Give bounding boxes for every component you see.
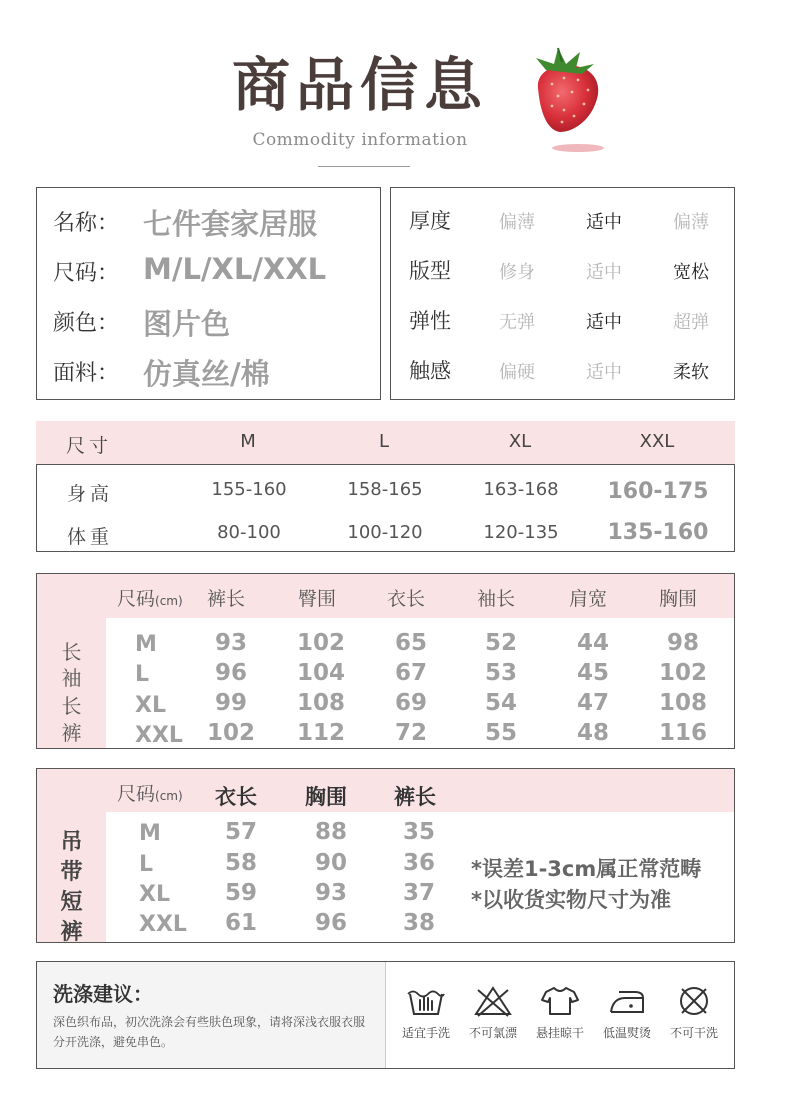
low-iron-icon: [607, 984, 647, 1018]
info-row-color: [37, 296, 380, 346]
short-measure-cell: 61: [224, 910, 257, 936]
long-measure-cell: 52: [484, 630, 517, 656]
long-category-char: 长: [61, 694, 82, 718]
long-size-label: [117, 584, 183, 611]
short-set-measure-table: [36, 768, 735, 943]
long-measure-cell: 69: [394, 690, 427, 716]
long-measure-cell: 45: [576, 660, 609, 686]
no-dry-clean-icon: [674, 984, 714, 1018]
feel-option-selected: 柔软: [673, 362, 709, 383]
short-size-xl: XL: [139, 882, 170, 907]
care-item-low-iron: [594, 984, 660, 1041]
unit-text: (cm): [155, 594, 183, 608]
size-row-label-weight: 体重: [66, 526, 113, 548]
long-measure-cell: 112: [296, 720, 345, 746]
feel-row-fit: [391, 246, 734, 296]
care-label: 适宜手洗: [401, 1026, 450, 1040]
info-value: 图片色: [143, 307, 231, 341]
feel-option: 无弹: [499, 312, 535, 333]
info-value: M/L/XL/XXL: [143, 252, 327, 286]
size-table-header: [36, 421, 735, 464]
care-item-no-dry-clean: [661, 984, 727, 1041]
info-value: 七件套家居服: [143, 207, 318, 241]
long-measure-cell: 55: [484, 720, 517, 746]
info-value: 仿真丝/棉: [143, 357, 270, 391]
care-item-hang-dry: [527, 984, 593, 1041]
strawberry-icon: [518, 40, 618, 160]
info-row-size: [37, 246, 380, 296]
title-divider: [318, 166, 410, 167]
feel-row-elasticity: [391, 296, 734, 346]
long-measure-cell: 65: [394, 630, 427, 656]
info-row-name: [37, 196, 380, 246]
long-col-top-length: 衣长: [387, 588, 426, 610]
long-size-xxl: XXL: [135, 723, 183, 748]
short-col-chest: 胸围: [305, 785, 347, 809]
hand-wash-icon: [406, 984, 446, 1018]
short-size-m: M: [139, 821, 161, 846]
long-measure-cell: 102: [206, 720, 255, 746]
short-measure-cell: 90: [314, 850, 347, 876]
size-col-m: M: [240, 431, 256, 452]
feel-key: 版型: [409, 259, 451, 283]
feel-option: 偏薄: [499, 212, 535, 233]
page-subtitle: Commodity information: [252, 130, 468, 150]
short-measure-cell: 37: [402, 880, 435, 906]
long-category-char: 袖: [61, 666, 82, 690]
feel-row-thickness: [391, 196, 734, 246]
short-measure-cell: 93: [314, 880, 347, 906]
long-col-shoulder: 肩宽: [569, 588, 608, 610]
feel-option: 修身: [499, 262, 535, 283]
care-label: 低温熨烫: [602, 1026, 651, 1040]
long-measure-cell: 102: [658, 660, 707, 686]
product-feel-box: [390, 187, 735, 400]
size-row-label-height: 身高: [66, 483, 113, 505]
feel-key: 厚度: [409, 209, 451, 233]
size-cell: 160-175: [607, 479, 709, 504]
feel-option: 偏薄: [673, 212, 709, 233]
short-category-char: 短: [60, 890, 83, 915]
long-col-sleeve: 袖长: [477, 588, 516, 610]
long-col-pants-length: 裤长: [207, 588, 246, 610]
feel-option: 偏硬: [499, 362, 535, 383]
short-col-top-length: 衣长: [215, 785, 257, 809]
feel-key: 触感: [409, 359, 451, 383]
short-measure-cell: 96: [314, 910, 347, 936]
care-item-no-bleach: [460, 984, 526, 1041]
care-label: 不可干洗: [669, 1026, 718, 1040]
feel-option-selected: 宽松: [673, 262, 709, 283]
short-col-shorts-length: 裤长: [394, 785, 436, 809]
care-title: 洗涤建议：: [53, 982, 153, 1006]
size-cell: 80-100: [217, 522, 281, 543]
size-label-text: 尺码: [117, 588, 156, 610]
care-label: 不可氯漂: [468, 1026, 517, 1040]
short-measure-cell: 35: [402, 819, 435, 845]
tolerance-note: *误差1-3cm属正常范畴: [471, 857, 702, 881]
long-measure-cell: 54: [484, 690, 517, 716]
size-cell: 120-135: [483, 522, 559, 543]
size-table-body: [36, 464, 735, 552]
long-measure-cell: 108: [296, 690, 345, 716]
long-measure-cell: 104: [296, 660, 345, 686]
actual-size-note: *以收货实物尺寸为准: [471, 888, 671, 912]
feel-row-touch: [391, 346, 734, 396]
short-size-xxl: XXL: [139, 912, 187, 937]
feel-key: 弹性: [409, 309, 451, 333]
feel-option-selected: 适中: [586, 312, 622, 333]
short-measure-cell: 59: [224, 880, 257, 906]
short-measure-cell: 36: [402, 850, 435, 876]
care-advice-panel: [37, 962, 386, 1068]
info-key: 颜色：: [53, 311, 120, 336]
short-size-l: L: [139, 852, 154, 877]
short-category-char: 吊: [60, 830, 83, 855]
info-key: 名称：: [53, 211, 120, 236]
short-measure-cell: 58: [224, 850, 257, 876]
short-measure-cell: 88: [314, 819, 347, 845]
long-set-measure-table: [36, 573, 735, 749]
long-col-hip: 臀围: [298, 588, 337, 610]
long-measure-cell: 67: [394, 660, 427, 686]
long-measure-cell: 96: [214, 660, 247, 686]
info-key: 尺码：: [53, 261, 120, 286]
long-measure-cell: 98: [666, 630, 699, 656]
product-info-box: [36, 187, 381, 400]
size-cell: 135-160: [607, 520, 709, 545]
long-measure-cell: 44: [576, 630, 609, 656]
short-category-char: 带: [60, 860, 83, 885]
size-cell: 163-168: [483, 479, 559, 500]
size-cell: 158-165: [347, 479, 423, 500]
hang-dry-icon: [540, 984, 580, 1018]
care-instructions-box: [36, 961, 735, 1069]
long-measure-cell: 116: [658, 720, 707, 746]
short-measure-cell: 57: [224, 819, 257, 845]
feel-option: 适中: [586, 262, 622, 283]
info-key: 面料：: [53, 361, 120, 386]
short-size-label: [117, 779, 183, 806]
page-title: 商品信息: [231, 51, 488, 119]
long-measure-cell: 102: [296, 630, 345, 656]
long-category-char: 长: [61, 640, 82, 664]
long-measure-cell: 53: [484, 660, 517, 686]
long-category-char: 裤: [61, 721, 82, 745]
info-row-fabric: [37, 346, 380, 396]
care-label: 悬挂晾干: [535, 1026, 584, 1040]
care-item-hand-wash: [393, 984, 459, 1041]
size-col-xl: XL: [508, 431, 532, 452]
long-size-m: M: [135, 632, 157, 657]
long-col-chest: 胸围: [659, 588, 698, 610]
long-measure-cell: 47: [576, 690, 609, 716]
size-header-label: 尺寸: [65, 435, 112, 457]
long-measure-cell: 99: [214, 690, 247, 716]
short-category-char: 裤: [60, 920, 83, 945]
size-col-l: L: [378, 431, 390, 452]
long-measure-cell: 108: [658, 690, 707, 716]
long-measure-cell: 93: [214, 630, 247, 656]
long-size-xl: XL: [135, 693, 166, 718]
long-measure-cell: 48: [576, 720, 609, 746]
size-cell: 100-120: [347, 522, 423, 543]
feel-option: 适中: [586, 362, 622, 383]
size-col-xxl: XXL: [639, 431, 675, 452]
size-cell: 155-160: [211, 479, 287, 500]
long-measure-cell: 72: [394, 720, 427, 746]
feel-option-selected: 适中: [586, 212, 622, 233]
care-text: 深色织布品，初次洗涤会有些肤色现象，请将深浅衣服衣服分开洗涤，避免串色。: [53, 1015, 366, 1049]
no-bleach-icon: [473, 984, 513, 1018]
long-size-l: L: [135, 662, 150, 687]
short-measure-cell: 38: [402, 910, 435, 936]
feel-option: 超弹: [673, 312, 709, 333]
size-label-text: 尺码: [117, 783, 156, 805]
unit-text: (cm): [155, 789, 183, 803]
